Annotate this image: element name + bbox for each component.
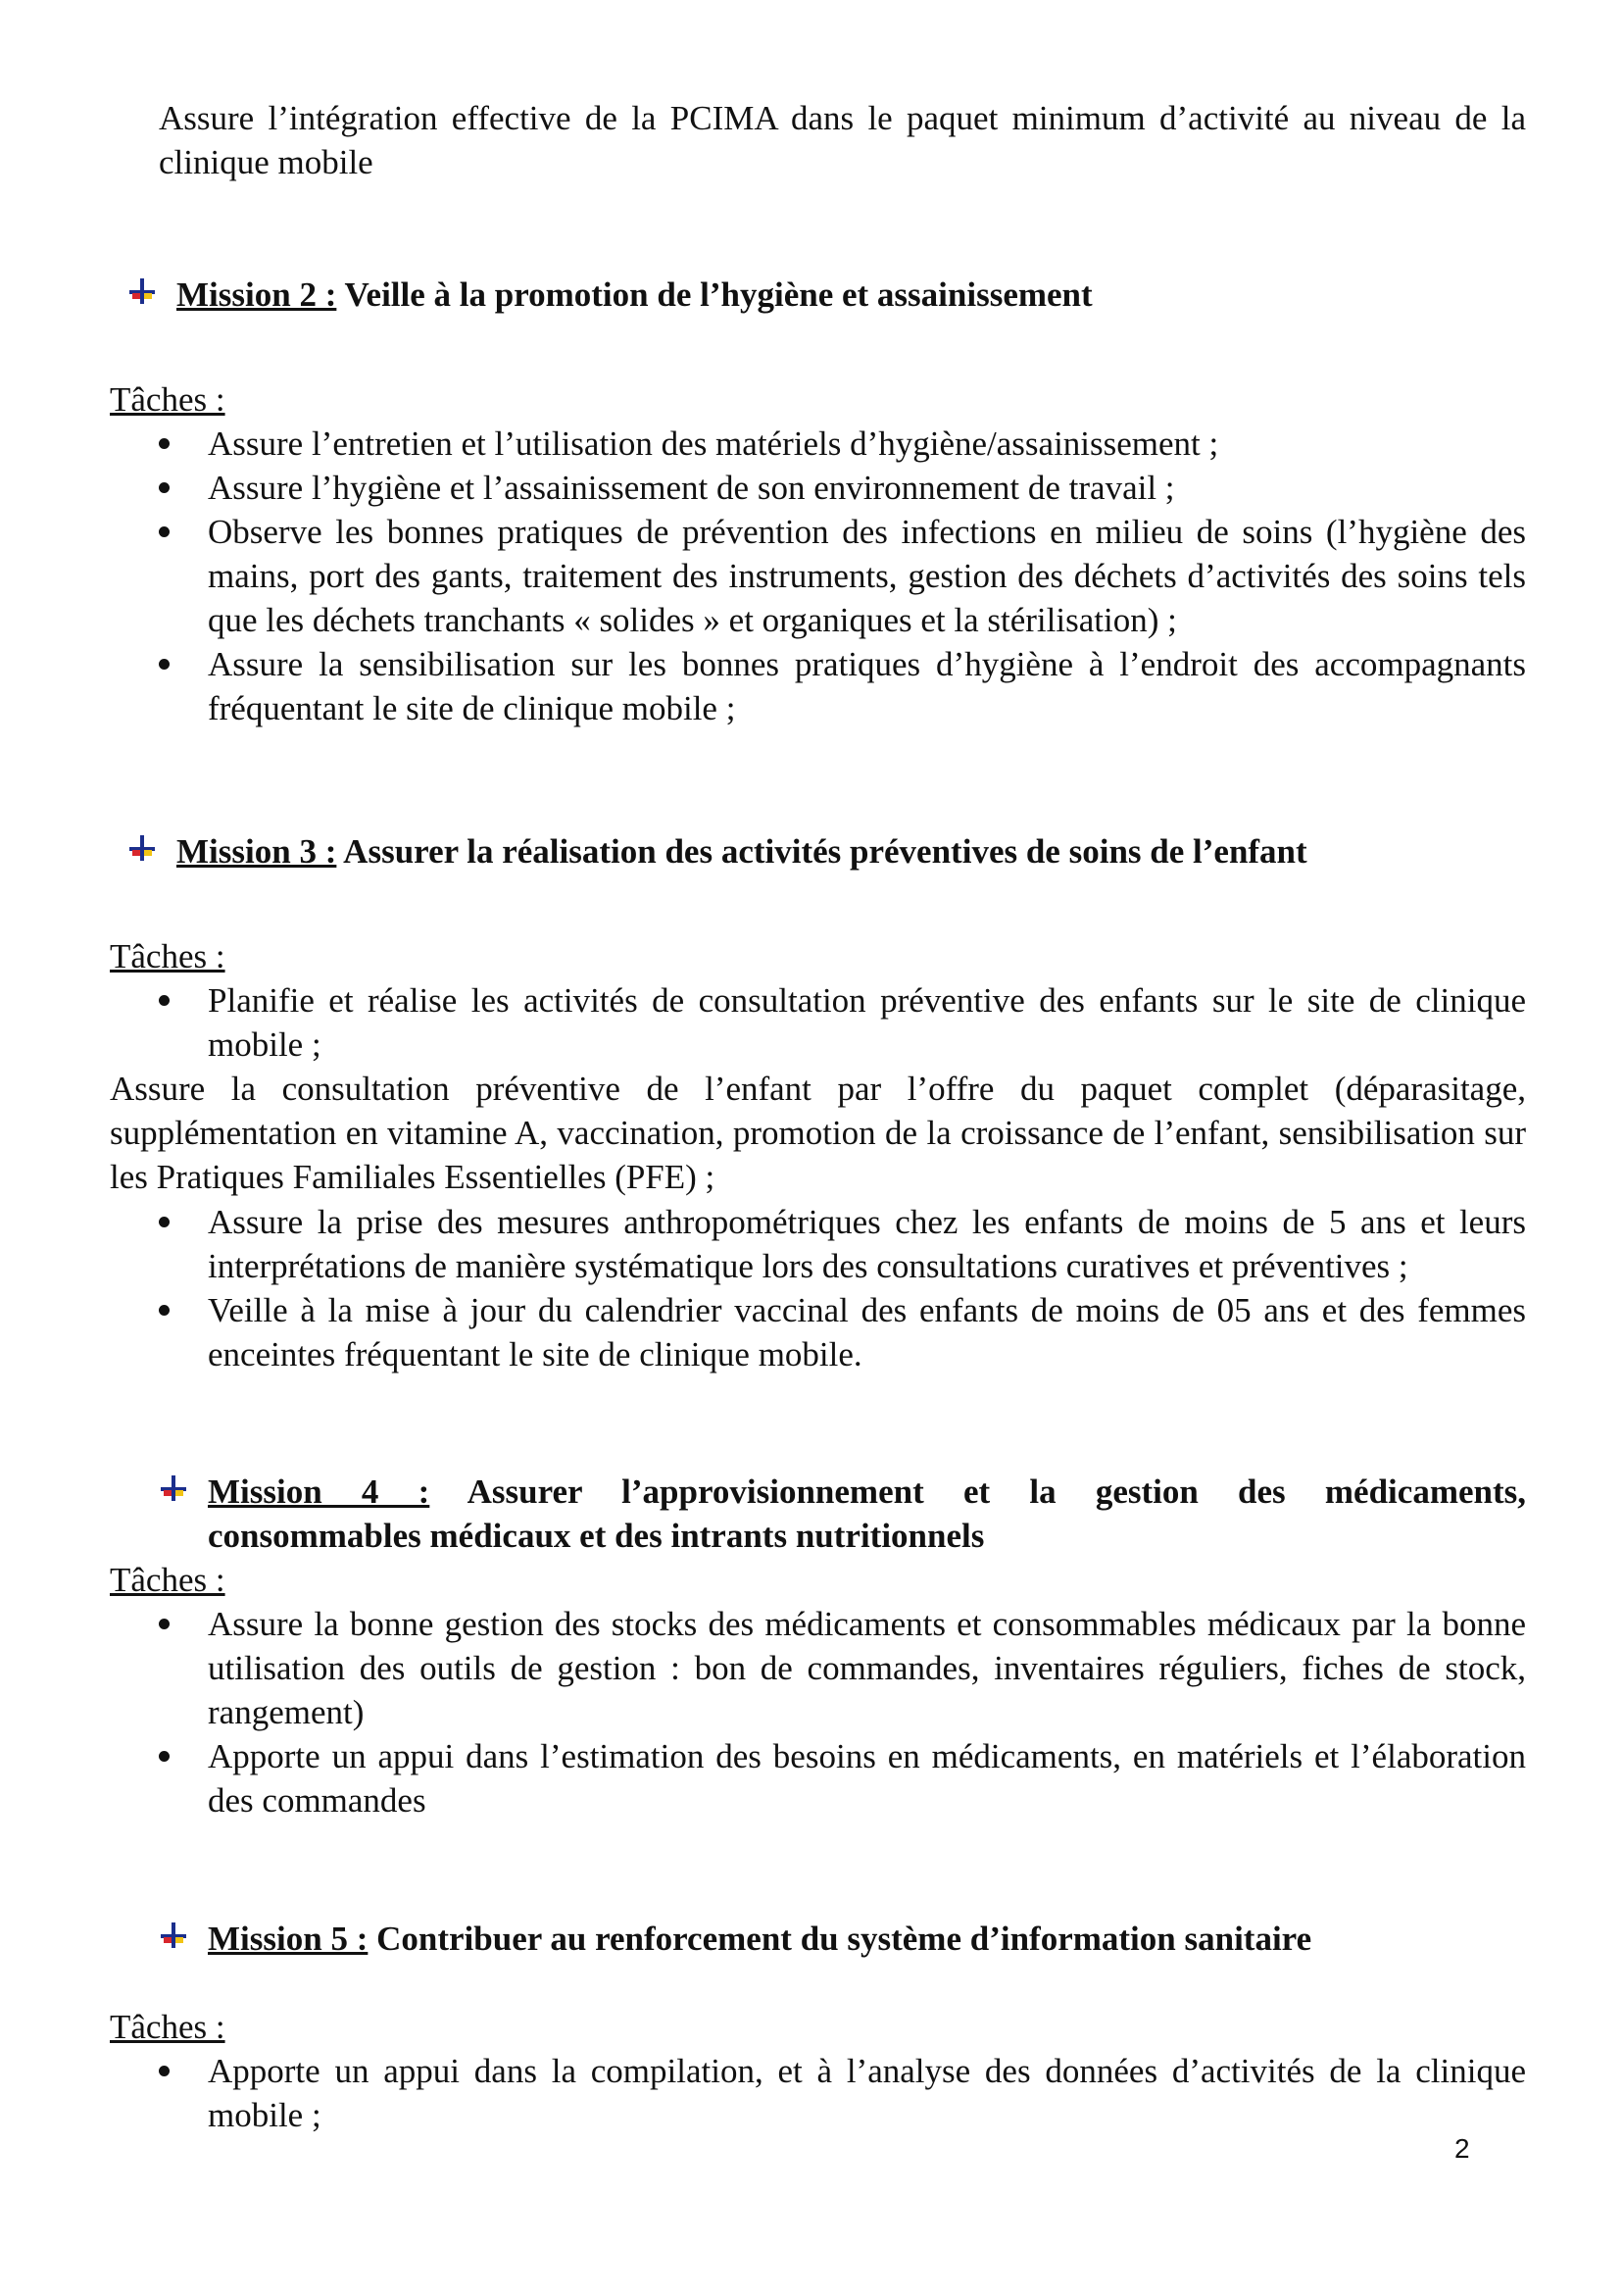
list-item: Observe les bonnes pratiques de prévention des infections en milieu de soins (l’hygiène des mains, port des gants, traitement des instruments, gestion des déchets d’activités des soins tels que les déchets tranchants « solides » et organiques et la stérilisation) ;	[110, 510, 1526, 642]
list-item: Apporte un appui dans la compilation, et à l’analyse des données d’activités de la clinique mobile ;	[110, 2049, 1526, 2137]
bullet-dot-icon	[159, 2066, 170, 2076]
list-item: Assure la bonne gestion des stocks des médicaments et consommables médicaux par la bonne utilisation des outils de gestion : bon de commandes, inventaires réguliers, fiches de stock, rangement)	[110, 1602, 1526, 1734]
mission-5-tasks-label: Tâches :	[110, 2008, 225, 2046]
mission-4-heading	[208, 1470, 1526, 1558]
list-item: Assure la sensibilisation sur les bonnes pratiques d’hygiène à l’endroit des accompagnants fréquentant le site de clinique mobile ;	[110, 642, 1526, 730]
mission-2-title: Veille à la promotion de l’hygiène et assainissement	[336, 275, 1093, 314]
mission-3-task-list-b	[110, 1200, 1526, 1376]
mission-3-tasks-label: Tâches :	[110, 937, 225, 975]
mission-4-title-line2: consommables médicaux et des intrants nutritionnels	[208, 1517, 985, 1555]
bullet-dot-icon	[159, 995, 170, 1006]
bullet-dot-icon	[159, 1619, 170, 1629]
mission-2-tasks-label: Tâches :	[110, 380, 225, 419]
mission-3-heading	[176, 829, 1307, 873]
page-number: 2	[1454, 2133, 1470, 2164]
bullet-dot-icon	[159, 438, 170, 449]
mission-2-heading	[176, 273, 1093, 317]
arrow-bullet-icon	[159, 1921, 188, 1952]
mission-3-task-list-a	[110, 978, 1526, 1067]
bullet-dot-icon	[159, 1751, 170, 1762]
list-item: Assure l’entretien et l’utilisation des matériels d’hygiène/assainissement ;	[110, 422, 1526, 466]
mission-2-label: Mission 2 :	[176, 275, 337, 314]
mission-5-title: Contribuer au renforcement du système d’information sanitaire	[368, 1920, 1312, 1958]
mission-4-label: Mission 4 :	[208, 1472, 430, 1511]
mission-3-title: Assurer la réalisation des activités préventives de soins de l’enfant	[336, 832, 1307, 871]
bullet-dot-icon	[159, 526, 170, 537]
mission-2-task-list	[110, 422, 1526, 730]
arrow-bullet-icon	[127, 276, 157, 308]
arrow-bullet-icon	[127, 833, 157, 865]
intro-paragraph: Assure l’intégration effective de la PCIMA dans le paquet minimum d’activité au niveau de la clinique mobile	[159, 99, 1526, 181]
list-item: Veille à la mise à jour du calendrier vaccinal des enfants de moins de 05 ans et des femmes enceintes fréquentant le site de clinique mobile.	[110, 1288, 1526, 1376]
arrow-bullet-icon	[159, 1473, 188, 1505]
list-item: Assure l’hygiène et l’assainissement de son environnement de travail ;	[110, 466, 1526, 510]
mission-4-tasks-label: Tâches :	[110, 1561, 225, 1599]
bullet-dot-icon	[159, 1217, 170, 1227]
bullet-dot-icon	[159, 659, 170, 670]
list-item: Apporte un appui dans l’estimation des besoins en médicaments, en matériels et l’élaboration des commandes	[110, 1734, 1526, 1822]
bullet-dot-icon	[159, 482, 170, 493]
bullet-dot-icon	[159, 1305, 170, 1316]
mission-5-task-list	[110, 2049, 1526, 2137]
mission-5-label: Mission 5 :	[208, 1920, 369, 1958]
mission-4-title: Assurer l’approvisionnement et la gestion des médicaments,	[429, 1472, 1526, 1511]
list-item: Assure la prise des mesures anthropométriques chez les enfants de moins de 5 ans et leurs interprétations de manière systématique lors des consultations curatives et préventives ;	[110, 1200, 1526, 1288]
list-item: Planifie et réalise les activités de consultation préventive des enfants sur le site de clinique mobile ;	[110, 978, 1526, 1067]
mission-4-task-list	[110, 1602, 1526, 1822]
mission-3-paragraph: Assure la consultation préventive de l’enfant par l’offre du paquet complet (déparasitage, supplémentation en vitamine A, vaccination, promotion de la croissance de l’enfant, sensibilisation sur les Pratiques Familiales Essentielles (PFE) ;	[110, 1070, 1526, 1196]
mission-5-heading	[208, 1917, 1311, 1961]
mission-3-label: Mission 3 :	[176, 832, 337, 871]
